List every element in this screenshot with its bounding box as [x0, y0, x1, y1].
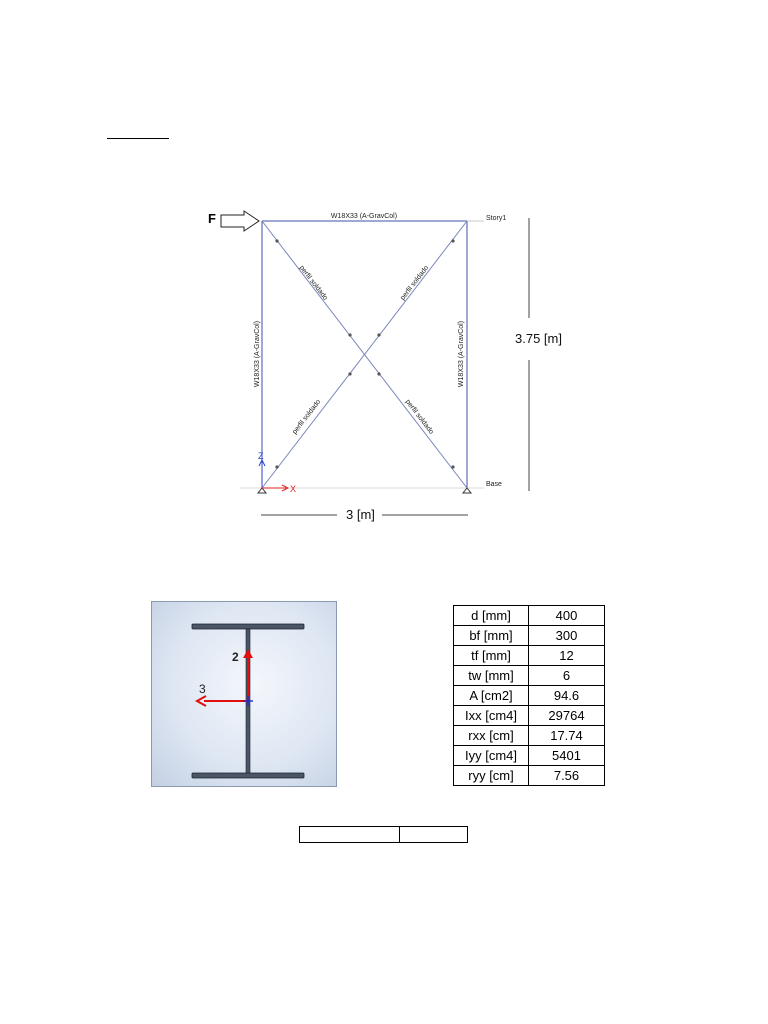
section-view: [151, 601, 337, 787]
property-name: A [cm2]: [454, 686, 529, 706]
beam-label: W18X33 (A-GravCol): [330, 213, 398, 220]
bottom-flange: [192, 773, 304, 778]
i-beam-section: [152, 602, 338, 788]
height-dimension-label: 3.75 [m]: [515, 331, 562, 346]
table-row: [454, 726, 605, 746]
property-value: 12: [529, 646, 605, 666]
axis-2-label: 2: [232, 650, 239, 664]
property-name: tf [mm]: [454, 646, 529, 666]
empty-table: [299, 826, 468, 843]
property-value: 400: [529, 606, 605, 626]
left-column-label: W18X33 (A-GravCol): [254, 320, 261, 388]
top-flange: [192, 624, 304, 629]
property-value: 94.6: [529, 686, 605, 706]
axis-3-label: 3: [199, 682, 206, 696]
table-row: [454, 646, 605, 666]
axis-2-arrow-icon: [243, 649, 253, 658]
story-label: Story1: [486, 215, 507, 222]
property-name: rxx [cm]: [454, 726, 529, 746]
table-row: [454, 746, 605, 766]
property-value: 29764: [529, 706, 605, 726]
table-row: [454, 766, 605, 786]
base-label: Base: [486, 481, 502, 488]
property-name: Ixx [cm4]: [454, 706, 529, 726]
brace-label-lower-left: perfil soldado: [291, 398, 323, 436]
table-cell: [300, 827, 400, 843]
table-row: [454, 626, 605, 646]
table-row: [454, 606, 605, 626]
right-column-label: W18X33 (A-GravCol): [458, 320, 465, 388]
force-label: F: [208, 211, 216, 226]
property-value: 300: [529, 626, 605, 646]
section-properties-table: [453, 605, 605, 786]
property-value: 7.56: [529, 766, 605, 786]
property-name: tw [mm]: [454, 666, 529, 686]
property-value: 6: [529, 666, 605, 686]
force-arrow-icon: [221, 211, 259, 231]
table-row: [300, 827, 468, 843]
z-axis-label: Z: [258, 451, 264, 461]
brace-label-lower-right: perfil soldado: [403, 398, 435, 436]
width-dimension-label: 3 [m]: [346, 507, 375, 522]
left-support-icon: [258, 488, 266, 493]
property-value: 17.74: [529, 726, 605, 746]
property-name: Iyy [cm4]: [454, 746, 529, 766]
brace-label-upper-right: perfil soldado: [399, 264, 431, 302]
right-support-icon: [463, 488, 471, 493]
brace-label-upper-left: perfil soldado: [297, 264, 329, 302]
x-axis-label: X: [290, 484, 297, 494]
table-row: [454, 666, 605, 686]
table-row: [454, 706, 605, 726]
property-name: ryy [cm]: [454, 766, 529, 786]
property-name: bf [mm]: [454, 626, 529, 646]
table-row: [454, 686, 605, 706]
property-value: 5401: [529, 746, 605, 766]
property-name: d [mm]: [454, 606, 529, 626]
table-cell: [400, 827, 468, 843]
